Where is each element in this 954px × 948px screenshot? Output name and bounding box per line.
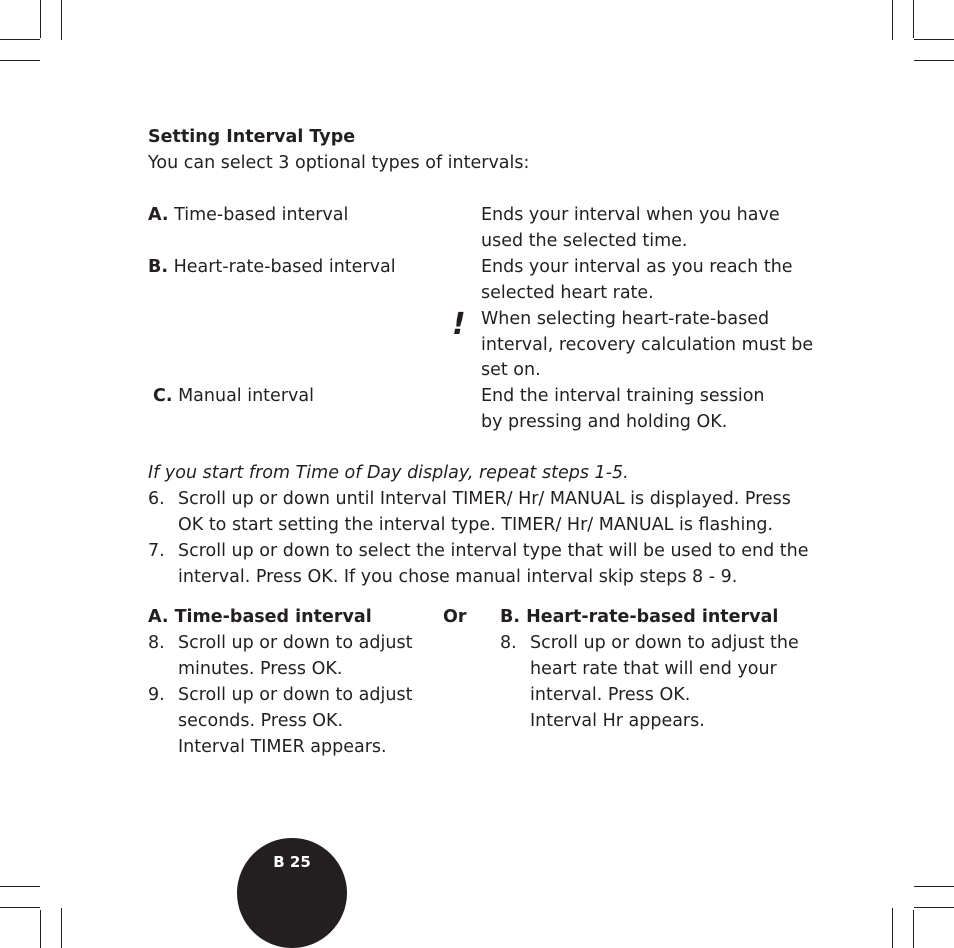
or-label: Or <box>443 607 467 627</box>
step-text: Scroll up or down to adjust <box>178 633 413 653</box>
step-text: heart rate that will end your <box>530 659 777 679</box>
option-c-label <box>153 383 314 409</box>
option-letter: A. <box>148 205 169 225</box>
exclamation-icon: ! <box>452 307 466 342</box>
step-text: interval. Press OK. <box>530 685 691 705</box>
step-text: Scroll up or down to adjust the <box>530 633 799 653</box>
step-number: 8. <box>148 633 165 653</box>
crop-mark <box>0 39 40 40</box>
step-text: Interval TIMER appears. <box>178 737 387 757</box>
step-number: 9. <box>148 685 165 705</box>
step-text: Scroll up or down until Interval TIMER/ Hr/ MANUAL is displayed. Press <box>178 489 791 509</box>
option-a-desc: Ends your interval when you have <box>481 205 780 225</box>
crop-mark <box>892 908 893 948</box>
step-number: 6. <box>148 489 165 509</box>
option-name: Time-based interval <box>174 205 349 225</box>
step-number: 8. <box>500 633 517 653</box>
step-text: interval. Press OK. If you chose manual interval skip steps 8 - 9. <box>178 567 738 587</box>
section-heading: Setting Interval Type <box>148 127 356 147</box>
option-b-desc: selected heart rate. <box>481 283 654 303</box>
option-b-desc: Ends your interval as you reach the <box>481 257 793 277</box>
option-name: Manual interval <box>178 386 314 406</box>
option-name: Heart-rate-based interval <box>173 257 396 277</box>
step-text: Interval Hr appears. <box>530 711 705 731</box>
crop-mark <box>913 0 914 38</box>
note-text: set on. <box>481 360 541 380</box>
step-number: 7. <box>148 541 165 561</box>
option-c-desc: End the interval training session <box>481 386 765 406</box>
option-letter: B. <box>148 257 168 277</box>
step-text: Scroll up or down to select the interval type that will be used to end the <box>178 541 809 561</box>
crop-mark <box>892 0 893 40</box>
crop-mark <box>40 0 41 38</box>
page-number: B 25 <box>273 853 311 871</box>
option-b-label <box>148 254 396 280</box>
crop-mark <box>0 886 40 887</box>
step-text: seconds. Press OK. <box>178 711 344 731</box>
crop-mark <box>61 908 62 948</box>
crop-mark <box>914 60 954 61</box>
crop-mark <box>0 907 40 908</box>
crop-mark <box>40 910 41 948</box>
step-text: OK to start setting the interval type. TIMER/ Hr/ MANUAL is flashing. <box>178 515 774 535</box>
option-a-desc: used the selected time. <box>481 231 688 251</box>
crop-mark <box>0 60 40 61</box>
step-text: Scroll up or down to adjust <box>178 685 413 705</box>
note-text: interval, recovery calculation must be <box>481 335 814 355</box>
crop-mark <box>914 886 954 887</box>
crop-mark <box>914 907 954 908</box>
right-column-heading: B. Heart-rate-based interval <box>500 607 779 627</box>
crop-mark <box>914 39 954 40</box>
option-a-label <box>148 202 348 228</box>
step-text: minutes. Press OK. <box>178 659 343 679</box>
crop-mark <box>61 0 62 40</box>
italic-note: If you start from Time of Day display, repeat steps 1-5. <box>148 463 629 483</box>
intro-text: You can select 3 optional types of intervals: <box>148 153 530 173</box>
crop-mark <box>913 910 914 948</box>
note-text: When selecting heart-rate-based <box>481 309 770 329</box>
option-c-desc: by pressing and holding OK. <box>481 412 728 432</box>
option-letter: C. <box>153 386 173 406</box>
left-column-heading: A. Time-based interval <box>148 607 372 627</box>
